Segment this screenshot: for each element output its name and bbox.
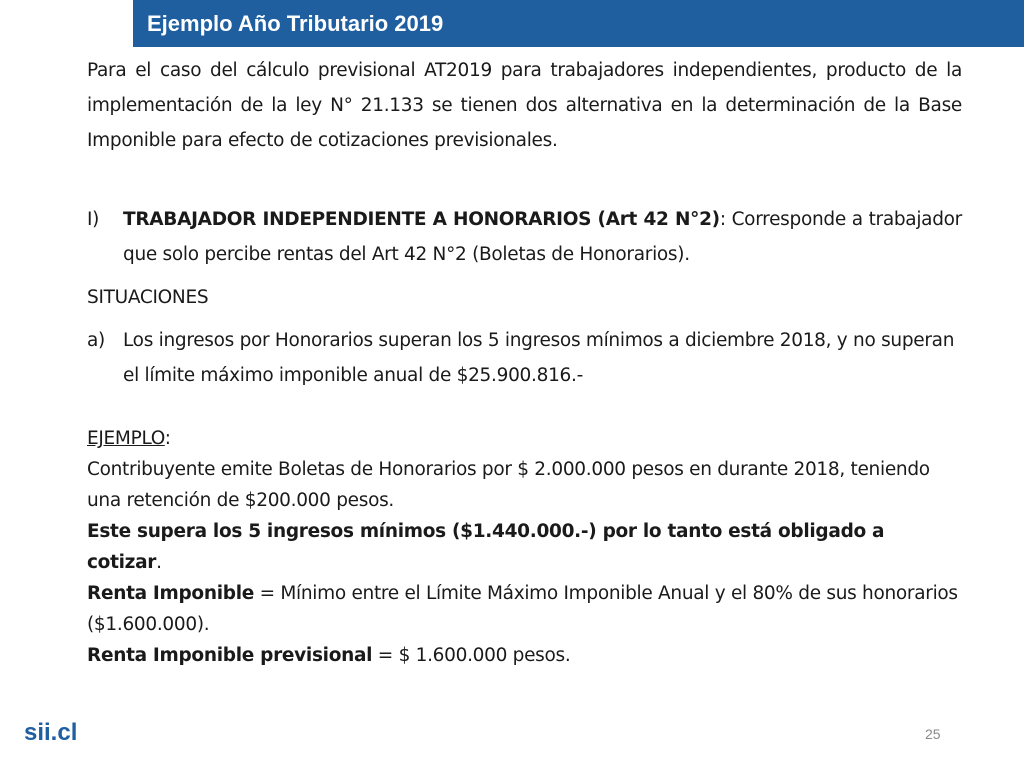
situacion-a bbox=[87, 323, 962, 393]
slide-title-bar bbox=[133, 0, 1024, 47]
slide-title: Ejemplo Año Tributario 2019 bbox=[147, 10, 444, 36]
situacion-a-marker: a) bbox=[87, 330, 105, 351]
situacion-a-text: Los ingresos por Honorarios superan los 5 ingresos mínimos a diciembre 2018, y no superan el límite máximo imponible anual de $25.900.816.- bbox=[123, 330, 955, 386]
section-i bbox=[87, 202, 962, 272]
section-i-marker: I) bbox=[87, 209, 100, 230]
section-i-description: : Corresponde a trabajador que solo percibe rentas del Art 42 N°2 (Boletas de Honorarios). bbox=[123, 209, 962, 265]
ejemplo-line-1: Contribuyente emite Boletas de Honorarios por $ 2.000.000 pesos en durante 2018, teniendo una retención de $200.000 pesos. bbox=[87, 459, 930, 511]
renta-previsional-text: = $ 1.600.000 pesos. bbox=[372, 645, 571, 666]
ejemplo-block bbox=[87, 423, 962, 671]
renta-imponible-text: = Mínimo entre el Límite Máximo Imponible Anual y el 80% de sus honorarios ($1.600.000). bbox=[87, 583, 958, 635]
renta-imponible-line bbox=[87, 578, 962, 640]
ejemplo-label-line: EJEMPLO: bbox=[87, 428, 171, 449]
renta-previsional-line bbox=[87, 640, 962, 671]
section-i-heading: TRABAJADOR INDEPENDIENTE A HONORARIOS (Art 42 N°2) bbox=[123, 209, 720, 230]
ejemplo-label: EJEMPLO bbox=[87, 428, 165, 449]
ejemplo-line-2: Este supera los 5 ingresos mínimos ($1.440.000.-) por lo tanto está obligado a cotizar. bbox=[87, 521, 885, 573]
page-number: 25 bbox=[925, 726, 941, 742]
ejemplo-line-2-bold: Este supera los 5 ingresos mínimos ($1.440.000.-) por lo tanto está obligado a cotizar bbox=[87, 521, 885, 573]
renta-previsional-label: Renta Imponible previsional bbox=[87, 645, 373, 666]
section-i-text bbox=[123, 202, 962, 272]
situaciones-label: SITUACIONES bbox=[87, 287, 209, 308]
intro-paragraph: Para el caso del cálculo previsional AT2019 para trabajadores independientes, producto de la implementación de la ley N° 21.133 se tienen dos alternativa en la determinación de la Base Imponible para efecto de cotizaciones previsionales. bbox=[87, 60, 962, 151]
slide-content bbox=[87, 53, 962, 671]
renta-imponible-label: Renta Imponible bbox=[87, 583, 254, 604]
sii-logo: sii.cl bbox=[24, 719, 78, 746]
